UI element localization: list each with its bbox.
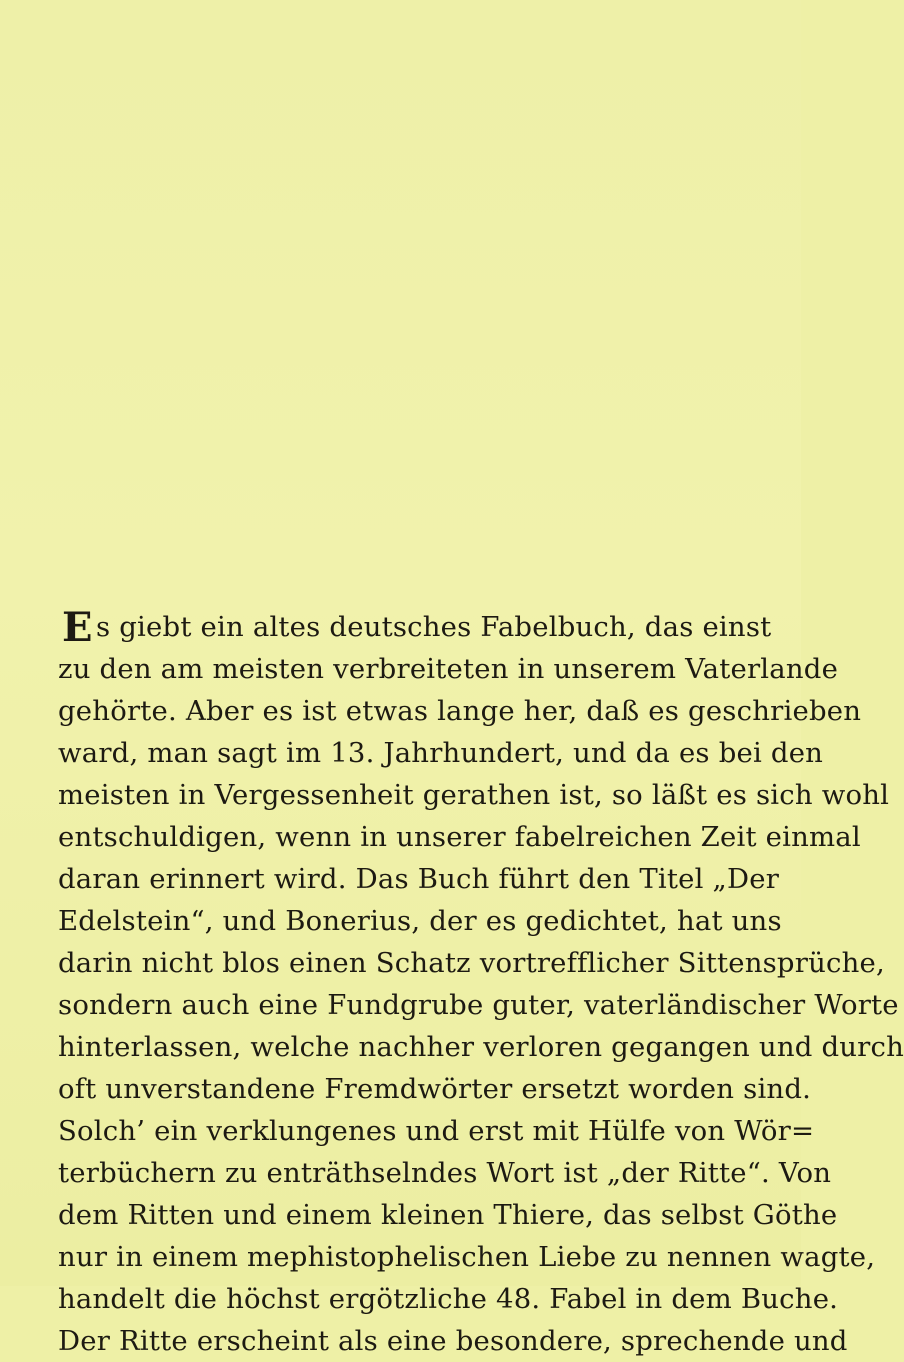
text-line-16: nur in einem mephistophelischen Liebe zu nennen wagte, bbox=[58, 1241, 876, 1273]
text-line-1: s giebt ein altes deutsches Fabelbuch, das einst bbox=[96, 611, 772, 643]
text-line-3: gehörte. Aber es ist etwas lange her, daß es geschrieben bbox=[58, 695, 862, 727]
text-line-15: dem Ritten und einem kleinen Thiere, das selbst Göthe bbox=[58, 1199, 838, 1231]
text-line-12: oft unverstandene Fremdwörter ersetzt worden sind. bbox=[58, 1073, 812, 1105]
text-line-8: Edelstein“, und Bonerius, der es gedichtet, hat uns bbox=[58, 905, 782, 937]
text-line-4: ward, man sagt im 13. Jahrhundert, und da es bei den bbox=[58, 737, 824, 769]
text-line-9: darin nicht blos einen Schatz vortrefflicher Sittensprüche, bbox=[58, 947, 885, 979]
text-line-17: handelt die höchst ergötzliche 48. Fabel in dem Buche. bbox=[58, 1283, 839, 1315]
text-line-11: hinterlassen, welche nachher verloren gegangen und durch bbox=[58, 1031, 904, 1063]
drop-cap: E bbox=[62, 604, 93, 651]
text-line-18: Der Ritte erscheint als eine besondere, sprechende und bbox=[58, 1325, 848, 1357]
text-line-6: entschuldigen, wenn in unserer fabelreichen Zeit einmal bbox=[58, 821, 861, 853]
text-line-13: Solch’ ein verklungenes und erst mit Hülfe von Wör= bbox=[58, 1115, 815, 1147]
text-line-2: zu den am meisten verbreiteten in unserem Vaterlande bbox=[58, 653, 839, 685]
text-line-14: terbüchern zu enträthselndes Wort ist „der Ritte“. Von bbox=[58, 1157, 832, 1189]
text-line-10: sondern auch eine Fundgrube guter, vaterländischer Worte bbox=[58, 989, 899, 1021]
text-line-5: meisten in Vergessenheit gerathen ist, so läßt es sich wohl bbox=[58, 779, 890, 811]
text-line-7: daran erinnert wird. Das Buch führt den Titel „Der bbox=[58, 863, 780, 895]
